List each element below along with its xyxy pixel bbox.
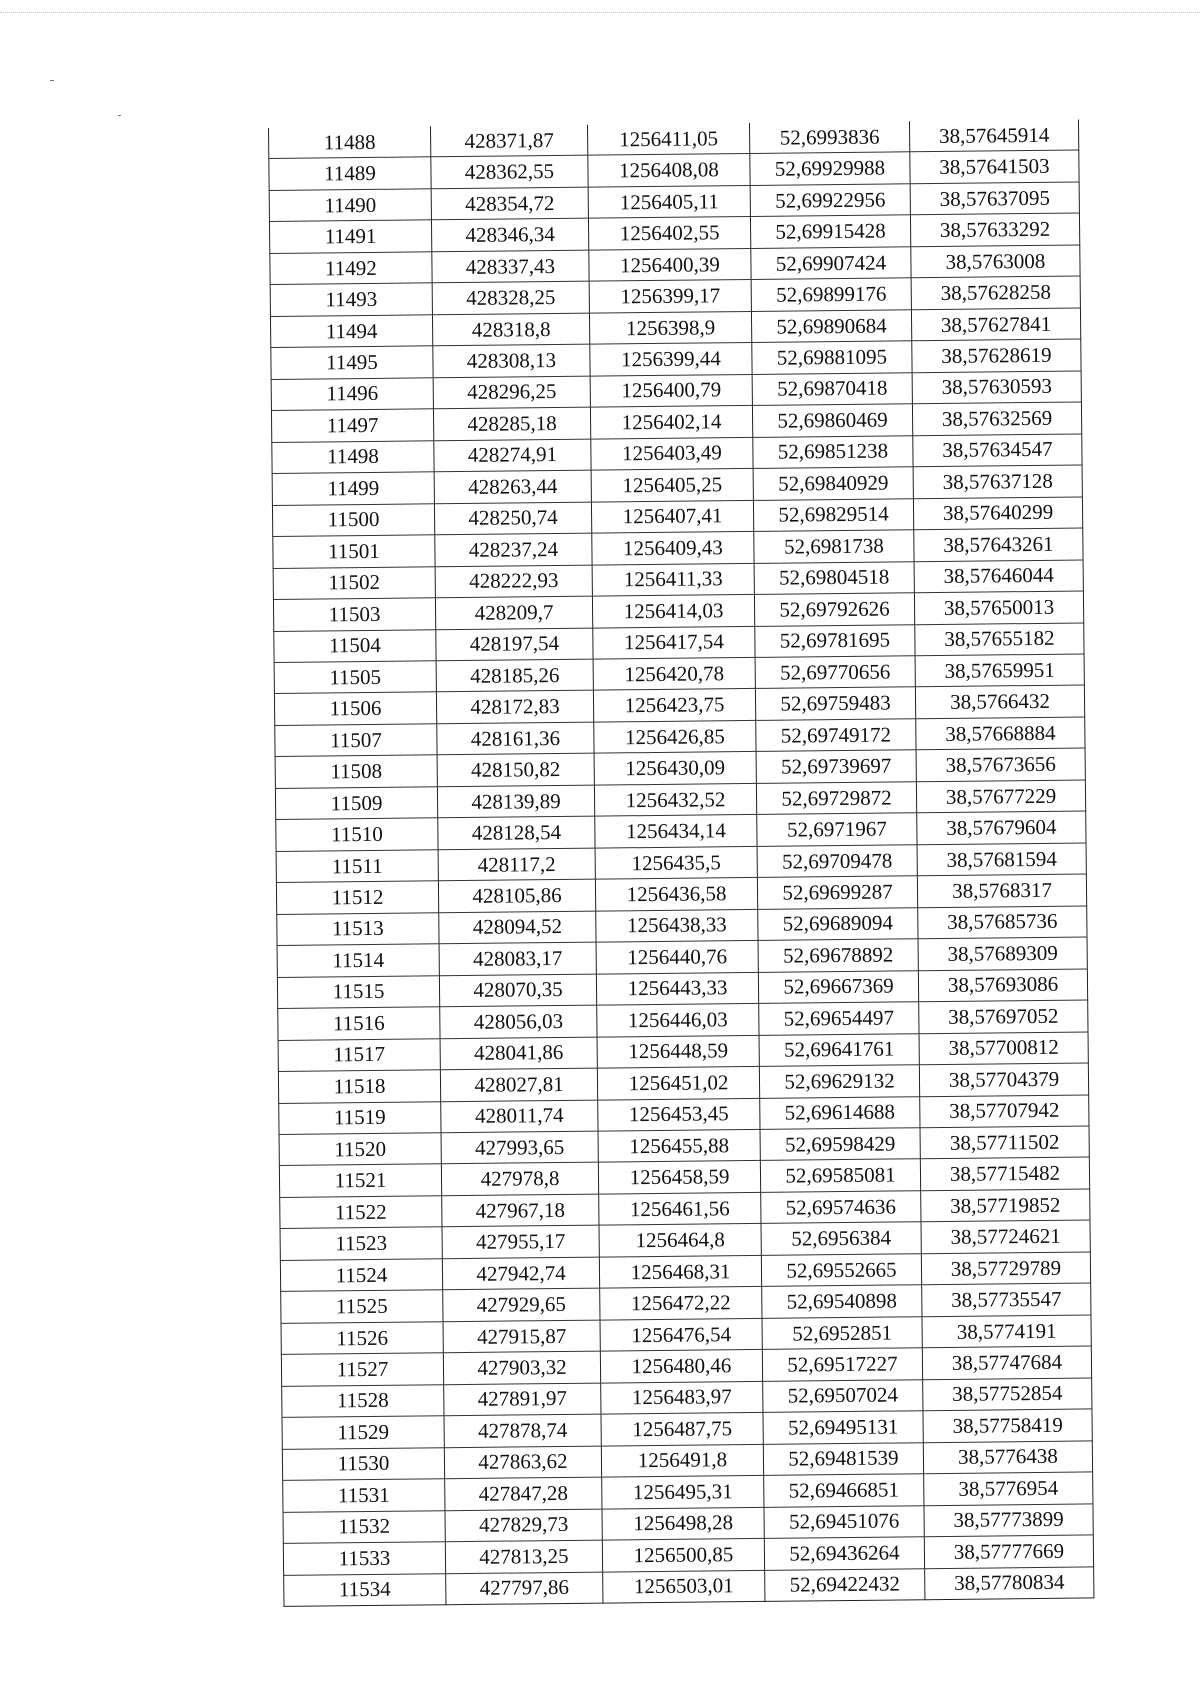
x-coordinate-cell: 428209,7 — [435, 596, 592, 629]
longitude-cell: 38,57780834 — [925, 1566, 1094, 1599]
point-number-cell: 11505 — [274, 661, 436, 694]
longitude-cell: 38,57628619 — [912, 339, 1081, 372]
longitude-cell: 38,57777669 — [924, 1535, 1093, 1568]
y-coordinate-cell: 1256476,54 — [600, 1318, 762, 1351]
point-number-cell: 11511 — [276, 850, 438, 883]
y-coordinate-cell: 1256402,55 — [588, 217, 750, 250]
longitude-cell: 38,57645914 — [909, 120, 1078, 153]
latitude-cell: 52,6952851 — [762, 1317, 922, 1350]
y-coordinate-cell: 1256446,03 — [597, 1004, 759, 1037]
y-coordinate-cell: 1256423,75 — [593, 689, 755, 722]
x-coordinate-cell: 428337,43 — [432, 250, 589, 283]
point-number-cell: 11521 — [279, 1164, 441, 1197]
x-coordinate-cell: 427942,74 — [442, 1257, 599, 1290]
latitude-cell: 52,69890684 — [751, 310, 911, 343]
scan-speck — [118, 115, 121, 116]
y-coordinate-cell: 1256436,58 — [595, 878, 757, 911]
x-coordinate-cell: 428011,74 — [441, 1100, 598, 1133]
longitude-cell: 38,57637128 — [913, 465, 1082, 498]
y-coordinate-cell: 1256408,08 — [588, 154, 750, 187]
y-coordinate-cell: 1256435,5 — [595, 846, 757, 879]
point-number-cell: 11502 — [273, 566, 435, 599]
y-coordinate-cell: 1256443,33 — [596, 972, 758, 1005]
x-coordinate-cell: 428105,86 — [438, 879, 595, 912]
x-coordinate-cell: 427967,18 — [442, 1194, 599, 1227]
y-coordinate-cell: 1256426,85 — [594, 720, 756, 753]
latitude-cell: 52,69781695 — [755, 624, 915, 657]
latitude-cell: 52,69929988 — [750, 152, 910, 185]
x-coordinate-cell: 428027,81 — [440, 1068, 597, 1101]
point-number-cell: 11497 — [271, 409, 433, 442]
coordinate-table — [268, 120, 1094, 1607]
point-number-cell: 11501 — [273, 535, 435, 568]
longitude-cell: 38,57681594 — [917, 843, 1086, 876]
y-coordinate-cell: 1256438,33 — [596, 909, 758, 942]
point-number-cell: 11498 — [272, 440, 434, 473]
latitude-cell: 52,69678892 — [758, 939, 918, 972]
longitude-cell: 38,57668884 — [916, 717, 1085, 750]
longitude-cell: 38,57673656 — [916, 748, 1085, 781]
longitude-cell: 38,57704379 — [919, 1063, 1088, 1096]
point-number-cell: 11491 — [269, 220, 431, 253]
x-coordinate-cell: 427915,87 — [443, 1320, 600, 1353]
latitude-cell: 52,69840929 — [753, 467, 913, 500]
x-coordinate-cell: 428371,87 — [430, 125, 587, 158]
longitude-cell: 38,57711502 — [920, 1126, 1089, 1159]
x-coordinate-cell: 428083,17 — [439, 942, 596, 975]
longitude-cell: 38,57627841 — [911, 308, 1080, 341]
x-coordinate-cell: 428285,18 — [433, 407, 590, 440]
x-coordinate-cell: 427847,28 — [445, 1477, 602, 1510]
latitude-cell: 52,69759483 — [755, 687, 915, 720]
latitude-cell: 52,69507024 — [763, 1379, 923, 1412]
x-coordinate-cell: 428222,93 — [435, 565, 592, 598]
y-coordinate-cell: 1256432,52 — [594, 783, 756, 816]
longitude-cell: 38,57679604 — [917, 811, 1086, 844]
point-number-cell: 11512 — [276, 881, 438, 914]
latitude-cell: 52,69614688 — [760, 1096, 920, 1129]
longitude-cell: 38,57758419 — [923, 1409, 1092, 1442]
longitude-cell: 38,57634547 — [913, 434, 1082, 467]
x-coordinate-cell: 428362,55 — [431, 156, 588, 189]
x-coordinate-cell: 427878,74 — [444, 1414, 601, 1447]
longitude-cell: 38,5763008 — [911, 245, 1080, 278]
y-coordinate-cell: 1256420,78 — [593, 657, 755, 690]
point-number-cell: 11534 — [284, 1573, 446, 1606]
x-coordinate-cell: 428237,24 — [435, 533, 592, 566]
x-coordinate-cell: 427978,8 — [441, 1163, 598, 1196]
point-number-cell: 11514 — [277, 944, 439, 977]
x-coordinate-cell: 428117,2 — [438, 848, 595, 881]
point-number-cell: 11503 — [273, 598, 435, 631]
point-number-cell: 11524 — [280, 1259, 442, 1292]
point-number-cell: 11530 — [282, 1447, 444, 1480]
point-number-cell: 11496 — [271, 378, 433, 411]
point-number-cell: 11523 — [280, 1227, 442, 1260]
point-number-cell: 11529 — [282, 1416, 444, 1449]
point-number-cell: 11516 — [278, 1007, 440, 1040]
longitude-cell: 38,57637095 — [910, 182, 1079, 215]
x-coordinate-cell: 428139,89 — [437, 785, 594, 818]
point-number-cell: 11499 — [272, 472, 434, 505]
y-coordinate-cell: 1256503,01 — [603, 1570, 765, 1603]
longitude-cell: 38,57630593 — [912, 371, 1081, 404]
longitude-cell: 38,57773899 — [924, 1504, 1093, 1537]
point-number-cell: 11509 — [275, 787, 437, 820]
y-coordinate-cell: 1256487,75 — [601, 1413, 763, 1446]
x-coordinate-cell: 428094,52 — [439, 911, 596, 944]
x-coordinate-cell: 428056,03 — [440, 1005, 597, 1038]
longitude-cell: 38,5768317 — [917, 874, 1086, 907]
x-coordinate-cell: 427955,17 — [442, 1226, 599, 1259]
x-coordinate-cell: 427993,65 — [441, 1131, 598, 1164]
point-number-cell: 11531 — [283, 1479, 445, 1512]
point-number-cell: 11525 — [281, 1290, 443, 1323]
y-coordinate-cell: 1256472,22 — [600, 1287, 762, 1320]
x-coordinate-cell: 428197,54 — [436, 628, 593, 661]
point-number-cell: 11495 — [271, 346, 433, 379]
y-coordinate-cell: 1256451,02 — [597, 1066, 759, 1099]
point-number-cell: 11528 — [282, 1384, 444, 1417]
y-coordinate-cell: 1256461,56 — [599, 1192, 761, 1225]
latitude-cell: 52,69739697 — [756, 750, 916, 783]
x-coordinate-cell: 428185,26 — [436, 659, 593, 692]
longitude-cell: 38,57729789 — [921, 1252, 1090, 1285]
latitude-cell: 52,69481539 — [763, 1442, 923, 1475]
y-coordinate-cell: 1256411,33 — [592, 563, 754, 596]
longitude-cell: 38,57752854 — [923, 1378, 1092, 1411]
y-coordinate-cell: 1256411,05 — [587, 123, 749, 156]
latitude-cell: 52,69466851 — [764, 1474, 924, 1507]
y-coordinate-cell: 1256399,44 — [590, 343, 752, 376]
longitude-cell: 38,57689309 — [918, 937, 1087, 970]
latitude-cell: 52,69667369 — [758, 970, 918, 1003]
latitude-cell: 52,69495131 — [763, 1411, 923, 1444]
longitude-cell: 38,57628258 — [911, 276, 1080, 309]
point-number-cell: 11526 — [281, 1322, 443, 1355]
latitude-cell: 52,69729872 — [756, 782, 916, 815]
y-coordinate-cell: 1256400,39 — [589, 248, 751, 281]
point-number-cell: 11494 — [270, 315, 432, 348]
point-number-cell: 11506 — [274, 692, 436, 725]
latitude-cell: 52,6956384 — [761, 1222, 921, 1255]
y-coordinate-cell: 1256448,59 — [597, 1035, 759, 1068]
longitude-cell: 38,57640299 — [913, 497, 1082, 530]
x-coordinate-cell: 427929,65 — [443, 1288, 600, 1321]
latitude-cell: 52,69915428 — [750, 215, 910, 248]
point-number-cell: 11490 — [269, 189, 431, 222]
y-coordinate-cell: 1256434,14 — [595, 815, 757, 848]
longitude-cell: 38,57719852 — [921, 1189, 1090, 1222]
x-coordinate-cell: 427797,86 — [446, 1572, 603, 1605]
y-coordinate-cell: 1256399,17 — [589, 280, 751, 313]
longitude-cell: 38,57715482 — [920, 1157, 1089, 1190]
latitude-cell: 52,69829514 — [753, 498, 913, 531]
point-number-cell: 11518 — [278, 1070, 440, 1103]
latitude-cell: 52,69574636 — [761, 1191, 921, 1224]
y-coordinate-cell: 1256440,76 — [596, 941, 758, 974]
x-coordinate-cell: 428041,86 — [440, 1037, 597, 1070]
y-coordinate-cell: 1256500,85 — [602, 1538, 764, 1571]
x-coordinate-cell: 428308,13 — [433, 344, 590, 377]
y-coordinate-cell: 1256407,41 — [591, 500, 753, 533]
latitude-cell: 52,69641761 — [759, 1033, 919, 1066]
x-coordinate-cell: 428070,35 — [439, 974, 596, 1007]
coordinate-table-wrapper — [268, 120, 1093, 1607]
latitude-cell: 52,69749172 — [756, 719, 916, 752]
latitude-cell: 52,6993836 — [749, 121, 909, 154]
longitude-cell: 38,57633292 — [910, 213, 1079, 246]
latitude-cell: 52,69881095 — [752, 341, 912, 374]
x-coordinate-cell: 428263,44 — [434, 470, 591, 503]
longitude-cell: 38,5774191 — [922, 1315, 1091, 1348]
latitude-cell: 52,69517227 — [762, 1348, 922, 1381]
y-coordinate-cell: 1256453,45 — [598, 1098, 760, 1131]
point-number-cell: 11519 — [279, 1101, 441, 1134]
latitude-cell: 52,69907424 — [751, 247, 911, 280]
latitude-cell: 52,69804518 — [754, 561, 914, 594]
latitude-cell: 52,69899176 — [751, 278, 911, 311]
x-coordinate-cell: 428296,25 — [433, 376, 590, 409]
y-coordinate-cell: 1256468,31 — [599, 1255, 761, 1288]
longitude-cell: 38,57693086 — [918, 969, 1087, 1002]
longitude-cell: 38,57697052 — [919, 1000, 1088, 1033]
point-number-cell: 11493 — [270, 283, 432, 316]
latitude-cell: 52,69792626 — [754, 593, 914, 626]
x-coordinate-cell: 427829,73 — [445, 1509, 602, 1542]
y-coordinate-cell: 1256398,9 — [589, 311, 751, 344]
x-coordinate-cell: 428274,91 — [434, 439, 591, 472]
y-coordinate-cell: 1256405,11 — [588, 185, 750, 218]
latitude-cell: 52,69598429 — [760, 1128, 920, 1161]
y-coordinate-cell: 1256409,43 — [592, 532, 754, 565]
longitude-cell: 38,57724621 — [921, 1220, 1090, 1253]
scan-speck — [50, 80, 54, 81]
y-coordinate-cell: 1256495,31 — [602, 1476, 764, 1509]
x-coordinate-cell: 428318,8 — [432, 313, 589, 346]
latitude-cell: 52,69629132 — [759, 1065, 919, 1098]
latitude-cell: 52,69860469 — [752, 404, 912, 437]
point-number-cell: 11515 — [277, 975, 439, 1008]
x-coordinate-cell: 427891,97 — [444, 1383, 601, 1416]
x-coordinate-cell: 428354,72 — [431, 187, 588, 220]
y-coordinate-cell: 1256417,54 — [593, 626, 755, 659]
longitude-cell: 38,57659951 — [915, 654, 1084, 687]
latitude-cell: 52,69451076 — [764, 1505, 924, 1538]
point-number-cell: 11507 — [275, 724, 437, 757]
y-coordinate-cell: 1256403,49 — [591, 437, 753, 470]
longitude-cell: 38,57632569 — [912, 402, 1081, 435]
point-number-cell: 11508 — [275, 755, 437, 788]
x-coordinate-cell: 428150,82 — [437, 753, 594, 786]
y-coordinate-cell: 1256400,79 — [590, 374, 752, 407]
point-number-cell: 11492 — [270, 252, 432, 285]
y-coordinate-cell: 1256464,8 — [599, 1224, 761, 1257]
latitude-cell: 52,69540898 — [762, 1285, 922, 1318]
y-coordinate-cell: 1256455,88 — [598, 1129, 760, 1162]
y-coordinate-cell: 1256491,8 — [601, 1444, 763, 1477]
latitude-cell: 52,69422432 — [765, 1568, 925, 1601]
longitude-cell: 38,5766432 — [915, 685, 1084, 718]
latitude-cell: 52,69689094 — [758, 907, 918, 940]
point-number-cell: 11488 — [268, 126, 430, 159]
longitude-cell: 38,57650013 — [914, 591, 1083, 624]
longitude-cell: 38,57655182 — [915, 622, 1084, 655]
x-coordinate-cell: 428172,83 — [436, 691, 593, 724]
y-coordinate-cell: 1256402,14 — [590, 406, 752, 439]
latitude-cell: 52,69654497 — [759, 1002, 919, 1035]
y-coordinate-cell: 1256405,25 — [591, 469, 753, 502]
latitude-cell: 52,69851238 — [753, 435, 913, 468]
x-coordinate-cell: 427863,62 — [444, 1446, 601, 1479]
latitude-cell: 52,6981738 — [754, 530, 914, 563]
point-number-cell: 11510 — [276, 818, 438, 851]
longitude-cell: 38,5776438 — [923, 1441, 1092, 1474]
longitude-cell: 38,5776954 — [924, 1472, 1093, 1505]
latitude-cell: 52,6971967 — [757, 813, 917, 846]
x-coordinate-cell: 428346,34 — [431, 219, 588, 252]
y-coordinate-cell: 1256480,46 — [600, 1350, 762, 1383]
latitude-cell: 52,69770656 — [755, 656, 915, 689]
point-number-cell: 11532 — [283, 1510, 445, 1543]
latitude-cell: 52,69699287 — [757, 876, 917, 909]
point-number-cell: 11520 — [279, 1133, 441, 1166]
longitude-cell: 38,57707942 — [920, 1094, 1089, 1127]
longitude-cell: 38,57641503 — [910, 150, 1079, 183]
latitude-cell: 52,69709478 — [757, 845, 917, 878]
point-number-cell: 11533 — [283, 1542, 445, 1575]
x-coordinate-cell: 428128,54 — [438, 816, 595, 849]
y-coordinate-cell: 1256483,97 — [601, 1381, 763, 1414]
x-coordinate-cell: 427813,25 — [445, 1540, 602, 1573]
point-number-cell: 11517 — [278, 1038, 440, 1071]
longitude-cell: 38,57747684 — [922, 1346, 1091, 1379]
point-number-cell: 11513 — [277, 912, 439, 945]
y-coordinate-cell: 1256458,59 — [598, 1161, 760, 1194]
longitude-cell: 38,57646044 — [914, 560, 1083, 593]
point-number-cell: 11500 — [272, 503, 434, 536]
y-coordinate-cell: 1256430,09 — [594, 752, 756, 785]
longitude-cell: 38,57700812 — [919, 1032, 1088, 1065]
y-coordinate-cell: 1256414,03 — [592, 594, 754, 627]
latitude-cell: 52,69436264 — [764, 1537, 924, 1570]
point-number-cell: 11504 — [274, 629, 436, 662]
point-number-cell: 11527 — [281, 1353, 443, 1386]
latitude-cell: 52,69870418 — [752, 373, 912, 406]
x-coordinate-cell: 428161,36 — [437, 722, 594, 755]
longitude-cell: 38,57643261 — [914, 528, 1083, 561]
longitude-cell: 38,57685736 — [918, 906, 1087, 939]
latitude-cell: 52,69585081 — [760, 1159, 920, 1192]
y-coordinate-cell: 1256498,28 — [602, 1507, 764, 1540]
point-number-cell: 11489 — [269, 157, 431, 190]
scan-edge-line — [0, 12, 1200, 13]
x-coordinate-cell: 428250,74 — [434, 502, 591, 535]
x-coordinate-cell: 427903,32 — [443, 1351, 600, 1384]
latitude-cell: 52,69552665 — [761, 1254, 921, 1287]
x-coordinate-cell: 428328,25 — [432, 281, 589, 314]
latitude-cell: 52,69922956 — [750, 184, 910, 217]
point-number-cell: 11522 — [280, 1196, 442, 1229]
longitude-cell: 38,57677229 — [916, 780, 1085, 813]
coordinate-table-body — [268, 120, 1093, 1607]
longitude-cell: 38,57735547 — [922, 1283, 1091, 1316]
